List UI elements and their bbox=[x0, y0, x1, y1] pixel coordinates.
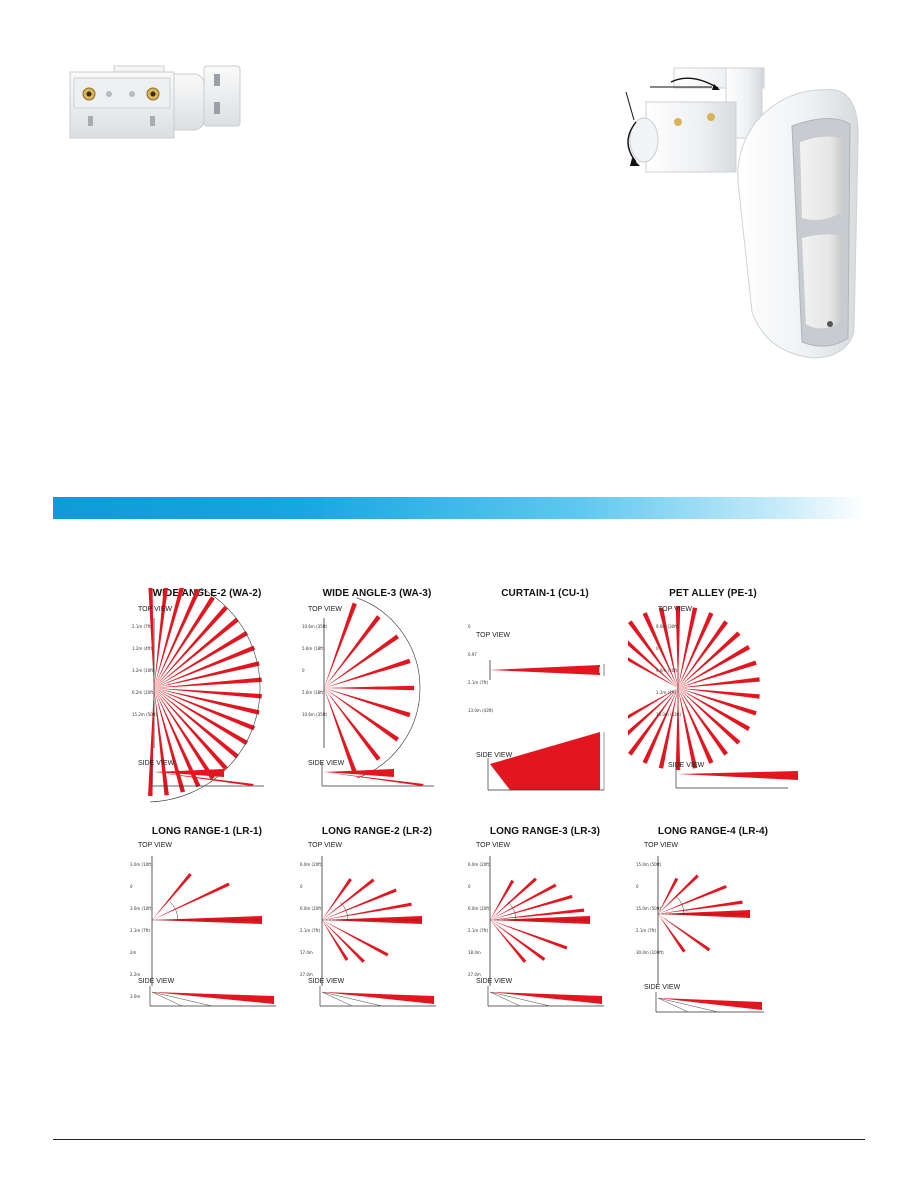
detection-beam bbox=[678, 688, 697, 769]
coverage-diagram-lr-2 bbox=[292, 826, 462, 1051]
coverage-pattern-svg bbox=[628, 588, 798, 813]
coverage-pattern-svg bbox=[460, 826, 630, 1051]
tick-label: 30.0m (100ft) bbox=[636, 950, 664, 955]
diagram-title: PET ALLEY (PE-1) bbox=[669, 588, 757, 599]
diagram-title: LONG RANGE-1 (LR-1) bbox=[151, 826, 263, 837]
tick-label: 3.2m (10ft) bbox=[132, 668, 155, 673]
top-view-label: TOP VIEW bbox=[138, 606, 172, 613]
coverage-diagram-wa-3 bbox=[292, 588, 462, 813]
tick-label: 2m bbox=[130, 950, 137, 955]
top-view-label: TOP VIEW bbox=[308, 606, 342, 613]
tick-label: 5.6m (18ft) bbox=[302, 690, 325, 695]
detection-beam bbox=[154, 678, 262, 688]
tick-label: 5.6m (18ft) bbox=[302, 646, 325, 651]
detection-beam bbox=[154, 688, 262, 698]
side-view-label: SIDE VIEW bbox=[644, 984, 681, 991]
detection-beam bbox=[490, 920, 567, 949]
top-view-label: TOP VIEW bbox=[476, 632, 510, 639]
detection-beam bbox=[658, 914, 710, 951]
detection-beam bbox=[678, 612, 713, 688]
diagram-title: LONG RANGE-4 (LR-4) bbox=[657, 826, 769, 837]
detection-beam bbox=[658, 914, 686, 953]
coverage-diagram-lr-1 bbox=[122, 826, 292, 1051]
side-view-label: SIDE VIEW bbox=[138, 760, 175, 767]
tick-label: 27.0m bbox=[300, 972, 313, 977]
tick-label: 2.2m bbox=[130, 972, 141, 977]
tick-label: 2.1m (7ft) bbox=[468, 680, 489, 685]
detection-beam bbox=[678, 607, 697, 688]
detection-beam bbox=[324, 688, 411, 717]
tick-label: 10.6m (35ft) bbox=[302, 624, 328, 629]
detection-beam bbox=[324, 615, 381, 688]
side-view-label: SIDE VIEW bbox=[308, 760, 345, 767]
detection-beam bbox=[152, 873, 192, 920]
tick-label: 0 bbox=[468, 624, 471, 629]
tick-label: 6.2m (20ft) bbox=[132, 690, 155, 695]
coverage-diagram-lr-4 bbox=[628, 826, 798, 1051]
tick-label: 0 bbox=[656, 646, 659, 651]
coverage-pattern-svg bbox=[122, 826, 292, 1051]
diagram-title: WIDE ANGLE-3 (WA-3) bbox=[322, 588, 432, 599]
section-header-band bbox=[53, 497, 865, 519]
detection-beam bbox=[322, 920, 348, 961]
long-range-beam bbox=[152, 916, 262, 924]
detection-beam bbox=[324, 688, 381, 761]
tick-label: 0 bbox=[130, 884, 133, 889]
diagram-title: LONG RANGE-2 (LR-2) bbox=[321, 826, 433, 837]
side-view-beam bbox=[658, 998, 762, 1010]
side-view-beam bbox=[322, 992, 434, 1004]
diagram-title: WIDE ANGLE-2 (WA-2) bbox=[152, 588, 262, 599]
tick-label: 1.2m (4ft) bbox=[132, 646, 153, 651]
tick-label: 2.1m (7ft) bbox=[300, 928, 321, 933]
tick-label: 0.97 bbox=[468, 652, 477, 657]
mounting-bracket-photo bbox=[64, 62, 244, 144]
detection-beam bbox=[148, 588, 154, 688]
tick-label: 18.0m bbox=[468, 950, 481, 955]
tick-label: 2.1m (7ft) bbox=[132, 624, 153, 629]
detection-beam bbox=[678, 688, 713, 764]
detection-beam bbox=[152, 883, 230, 920]
top-view-label: TOP VIEW bbox=[658, 606, 692, 613]
top-view-label: TOP VIEW bbox=[476, 842, 510, 849]
curtain-side-beam bbox=[490, 732, 600, 790]
detection-beam bbox=[658, 875, 699, 914]
detection-beam bbox=[324, 635, 399, 688]
tick-label: 2.1m (7ft) bbox=[468, 928, 489, 933]
tick-label: 15.0m (50ft) bbox=[636, 906, 662, 911]
tick-label: 0 bbox=[300, 884, 303, 889]
tick-label: 27.0m bbox=[468, 972, 481, 977]
side-view-label: SIDE VIEW bbox=[138, 978, 175, 985]
detection-beam bbox=[324, 686, 414, 691]
detection-beam bbox=[659, 688, 678, 769]
detection-beam bbox=[678, 688, 760, 699]
top-view-label: TOP VIEW bbox=[644, 842, 678, 849]
detection-beam bbox=[659, 607, 678, 688]
top-view-label: TOP VIEW bbox=[138, 842, 172, 849]
side-view-beam bbox=[490, 992, 602, 1004]
side-view-beam bbox=[324, 769, 394, 777]
tick-label: 17.0m bbox=[300, 950, 313, 955]
detection-beam bbox=[676, 688, 681, 770]
side-view-label: SIDE VIEW bbox=[308, 978, 345, 985]
side-view-label: SIDE VIEW bbox=[476, 978, 513, 985]
top-view-label: TOP VIEW bbox=[308, 842, 342, 849]
tick-label: 3.0m (10ft) bbox=[130, 906, 153, 911]
motion-detector-photo bbox=[616, 62, 866, 362]
tick-label: 6.0m (20ft) bbox=[468, 862, 491, 867]
tick-label: 15.2m (50ft) bbox=[132, 712, 158, 717]
tick-label: 0 bbox=[636, 884, 639, 889]
side-view-beam bbox=[152, 992, 274, 1004]
coverage-diagram-lr-3 bbox=[460, 826, 630, 1051]
diagram-title: LONG RANGE-3 (LR-3) bbox=[489, 826, 601, 837]
tick-label: 15.0m (50ft) bbox=[636, 862, 662, 867]
tick-label: 9.0m (30ft) bbox=[656, 668, 679, 673]
detection-beam bbox=[678, 677, 760, 688]
tick-label: 9.0m (30ft) bbox=[656, 624, 679, 629]
detection-beam bbox=[628, 631, 678, 688]
tick-label: 6.0m (20ft) bbox=[468, 906, 491, 911]
coverage-pattern-svg bbox=[628, 826, 798, 1051]
tick-label: 0 bbox=[302, 668, 305, 673]
detection-beam bbox=[324, 688, 399, 741]
tick-label: 13.0m (43ft) bbox=[656, 712, 682, 717]
coverage-diagram-pe-1 bbox=[628, 588, 798, 813]
detection-beam bbox=[148, 688, 154, 796]
coverage-diagram-wa-2 bbox=[122, 588, 292, 813]
diagram-title: CURTAIN-1 (CU-1) bbox=[501, 588, 589, 599]
detection-beam bbox=[676, 606, 681, 688]
tick-label: 2.1m (7ft) bbox=[636, 928, 657, 933]
detection-beam bbox=[154, 588, 169, 688]
coverage-pattern-svg bbox=[122, 588, 292, 813]
detection-beam bbox=[324, 603, 357, 688]
detection-beam bbox=[324, 659, 411, 688]
tick-label: 6.0m (20ft) bbox=[300, 906, 323, 911]
tick-label: 3.0m (10ft) bbox=[130, 862, 153, 867]
side-view-beam bbox=[678, 771, 798, 780]
tick-label: 6.0m (20ft) bbox=[300, 862, 323, 867]
side-view-label: SIDE VIEW bbox=[668, 762, 705, 769]
coverage-pattern-svg bbox=[292, 588, 462, 813]
curtain-beam bbox=[490, 665, 600, 675]
tick-label: 10.6m (35ft) bbox=[302, 712, 328, 717]
detection-beam bbox=[643, 688, 678, 764]
side-view-label: SIDE VIEW bbox=[476, 752, 513, 759]
tick-label: 2.1m (7ft) bbox=[130, 928, 151, 933]
coverage-diagram-cu-1 bbox=[460, 588, 630, 813]
footer-rule bbox=[53, 1139, 865, 1140]
coverage-pattern-svg bbox=[292, 826, 462, 1051]
tick-label: 3.0m bbox=[130, 994, 141, 999]
tick-label: 1.2m (4ft) bbox=[656, 690, 677, 695]
tick-label: 13.0m (43ft) bbox=[468, 708, 494, 713]
detection-beam bbox=[322, 920, 389, 956]
coverage-pattern-svg bbox=[460, 588, 630, 813]
tick-label: 0 bbox=[468, 884, 471, 889]
